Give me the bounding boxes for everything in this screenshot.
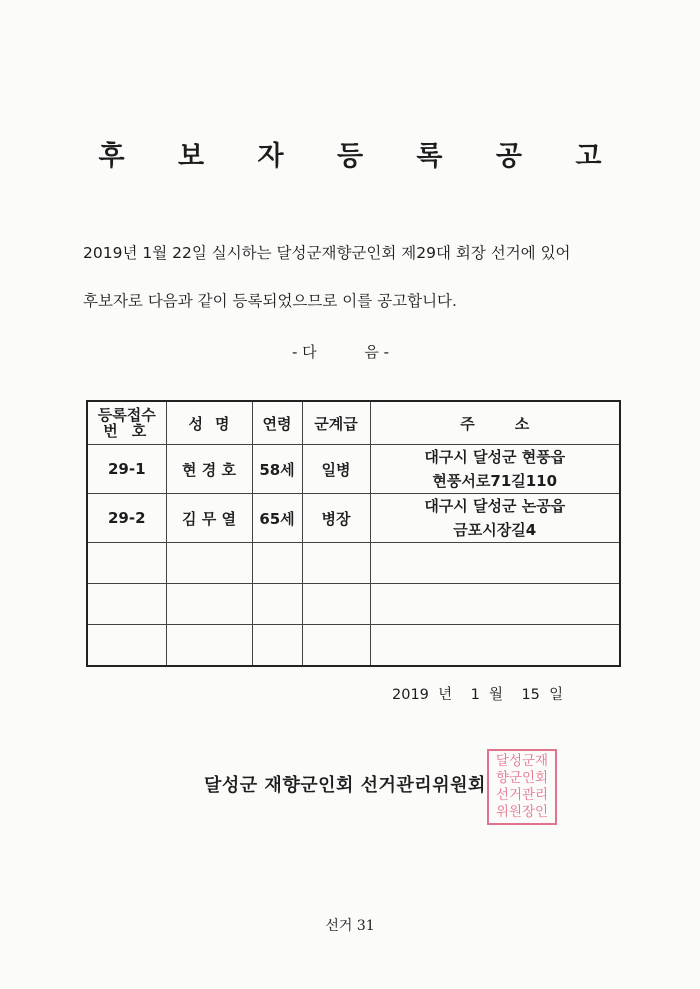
table-header-row — [87, 401, 620, 445]
header-no-line-1: 등록접수 — [97, 406, 156, 424]
seal-line: 달성군재 — [495, 753, 549, 769]
notice-paragraph-line-1: 2019년 1월 22일 실시하는 달성군재향군인회 제29대 회장 선거에 있어 — [83, 244, 571, 262]
table-row-empty — [87, 543, 620, 584]
page-footer: 선거 31 — [325, 918, 375, 934]
header-name — [166, 401, 252, 445]
cell-no: 29-1 — [87, 445, 166, 494]
header-age: 연령 — [252, 401, 302, 445]
cell-age: 58세 — [252, 445, 302, 494]
empty-cell — [302, 584, 370, 625]
seal-line: 선거관리 — [495, 787, 549, 803]
announcement-date: 2019 년 1 월 15 일 — [392, 687, 564, 703]
cell-no: 29-2 — [87, 494, 166, 543]
page-title: 후 보 자 등 록 공 고 — [98, 141, 624, 172]
empty-cell — [370, 584, 620, 625]
cell-rank: 병장 — [302, 494, 370, 543]
seal-line: 위원장인 — [495, 804, 549, 820]
empty-cell — [252, 543, 302, 584]
table-row-empty — [87, 584, 620, 625]
address-line-1: 대구시 달성군 현풍읍 — [424, 448, 566, 466]
empty-cell — [87, 625, 166, 667]
empty-cell — [87, 543, 166, 584]
empty-cell — [370, 543, 620, 584]
table-row — [87, 494, 620, 543]
header-name-label: 성명 — [188, 414, 242, 433]
empty-cell — [252, 584, 302, 625]
empty-cell — [302, 625, 370, 667]
empty-cell — [370, 625, 620, 667]
empty-cell — [166, 584, 252, 625]
issuer-name: 달성군 재향군인회 선거관리위원회 — [204, 775, 486, 796]
divider-text: - 다 음 - — [292, 343, 390, 361]
empty-cell — [252, 625, 302, 667]
header-no-line-2: 번호 — [103, 422, 161, 440]
header-address-label: 주소 — [460, 414, 570, 433]
cell-address — [370, 494, 620, 543]
cell-rank: 일병 — [302, 445, 370, 494]
address-line-2: 금포시장길4 — [453, 521, 537, 539]
cell-name: 현 경 호 — [166, 445, 252, 494]
table-row — [87, 445, 620, 494]
address-line-1: 대구시 달성군 논공읍 — [424, 497, 566, 515]
empty-cell — [87, 584, 166, 625]
header-rank: 군계급 — [302, 401, 370, 445]
candidate-table — [86, 400, 621, 667]
official-seal-stamp — [487, 749, 557, 825]
notice-paragraph-line-2: 후보자로 다음과 같이 등록되었으므로 이를 공고합니다. — [83, 292, 457, 310]
table-row-empty — [87, 625, 620, 667]
empty-cell — [302, 543, 370, 584]
empty-cell — [166, 543, 252, 584]
seal-line: 향군인회 — [495, 770, 549, 786]
cell-name: 김 무 열 — [166, 494, 252, 543]
cell-address — [370, 445, 620, 494]
header-address — [370, 401, 620, 445]
empty-cell — [166, 625, 252, 667]
header-registration-number — [87, 401, 166, 445]
cell-age: 65세 — [252, 494, 302, 543]
address-line-2: 현풍서로71길110 — [432, 472, 558, 490]
